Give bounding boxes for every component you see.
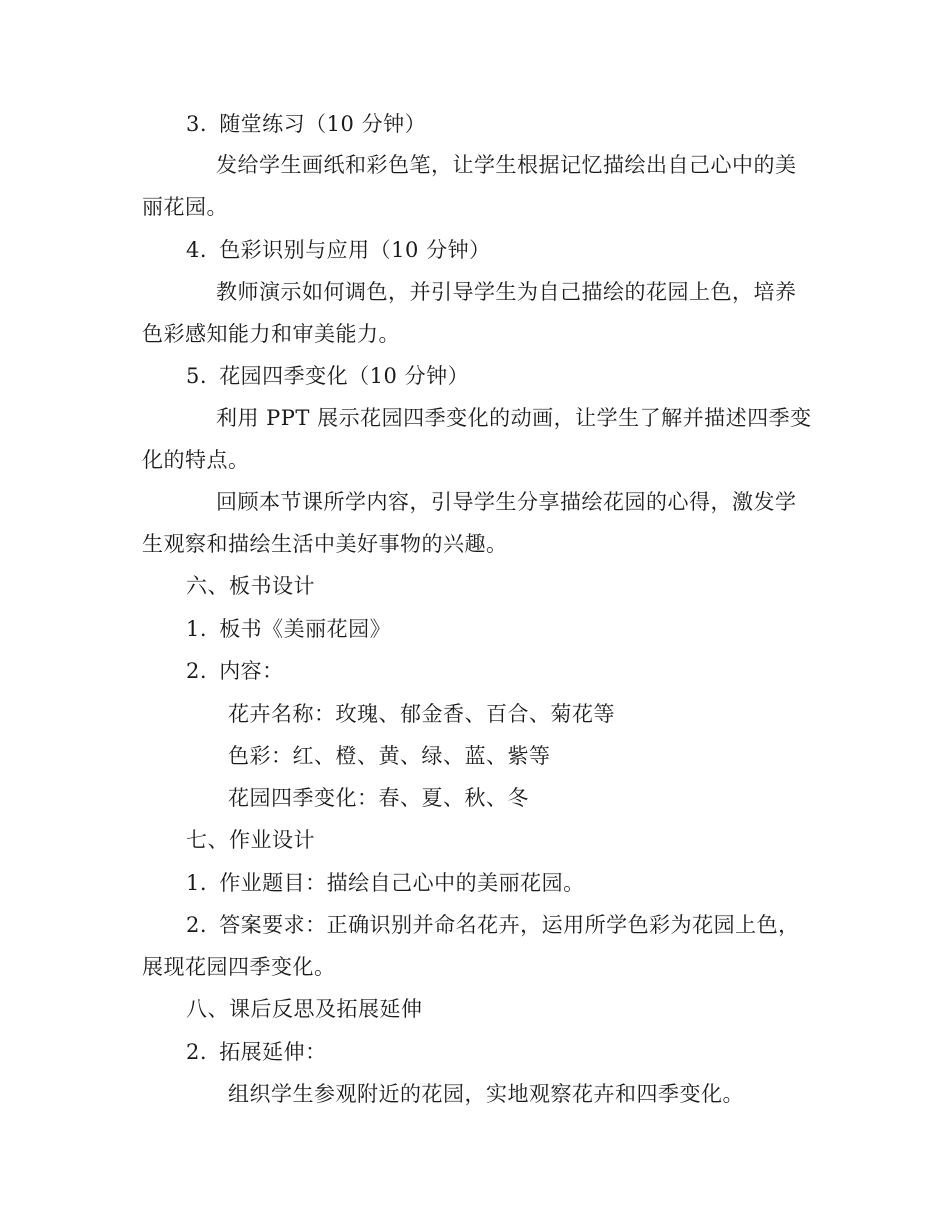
paragraph-line: 展现花园四季变化。 <box>142 955 336 979</box>
item-number: 2. <box>186 659 208 683</box>
list-item <box>186 869 585 897</box>
list-item-text: 内容： <box>219 659 284 683</box>
item-title: 色彩识别与应用（10 分钟） <box>219 238 491 262</box>
paragraph-line: 利用 PPT 展示花园四季变化的动画，让学生了解并描述四季变 <box>216 406 812 430</box>
item-number: 2. <box>186 913 208 937</box>
section-heading: 六、板书设计 <box>186 574 315 598</box>
item-number: 3. <box>186 112 208 136</box>
item-number: 5. <box>186 364 208 388</box>
list-item-text: 作业题目：描绘自己心中的美丽花园。 <box>219 871 585 895</box>
item-4-title <box>186 236 491 264</box>
item-number: 4. <box>186 238 208 262</box>
list-item <box>186 911 800 939</box>
section-heading: 八、课后反思及拓展延伸 <box>186 997 423 1021</box>
paragraph-line: 色彩感知能力和审美能力。 <box>142 322 400 346</box>
list-item <box>186 657 284 685</box>
item-title: 随堂练习（10 分钟） <box>219 112 427 136</box>
paragraph-line: 生观察和描绘生活中美好事物的兴趣。 <box>142 532 508 556</box>
content-line: 组织学生参观附近的花园，实地观察花卉和四季变化。 <box>228 1082 744 1106</box>
item-5-title <box>186 362 469 390</box>
paragraph-line: 丽花园。 <box>142 195 228 219</box>
paragraph-line: 化的特点。 <box>142 448 250 472</box>
item-number: 1. <box>186 871 208 895</box>
list-item <box>186 615 391 643</box>
item-number: 1. <box>186 617 208 641</box>
item-3-title <box>186 110 426 138</box>
content-line: 花园四季变化：春、夏、秋、冬 <box>228 786 529 810</box>
list-item-text: 答案要求：正确识别并命名花卉，运用所学色彩为花园上色， <box>219 913 800 937</box>
list-item-text: 拓展延伸： <box>219 1040 327 1064</box>
paragraph-line: 发给学生画纸和彩色笔，让学生根据记忆描绘出自己心中的美 <box>216 153 797 177</box>
paragraph-line: 回顾本节课所学内容，引导学生分享描绘花园的心得，激发学 <box>216 490 797 514</box>
paragraph-line: 教师演示如何调色，并引导学生为自己描绘的花园上色，培养 <box>216 280 797 304</box>
item-title: 花园四季变化（10 分钟） <box>219 364 470 388</box>
item-number: 2. <box>186 1040 208 1064</box>
content-line: 色彩：红、橙、黄、绿、蓝、紫等 <box>228 744 551 768</box>
content-line: 花卉名称：玫瑰、郁金香、百合、菊花等 <box>228 702 615 726</box>
list-item <box>186 1038 327 1066</box>
section-heading: 七、作业设计 <box>186 828 315 852</box>
list-item-text: 板书《美丽花园》 <box>219 617 392 641</box>
